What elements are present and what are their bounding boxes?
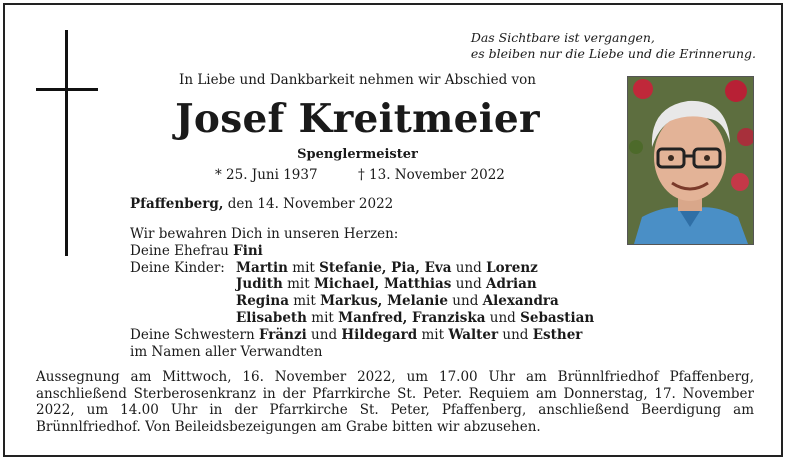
notice-date: den 14. November 2022: [223, 196, 394, 212]
sisters-text: und: [498, 326, 533, 343]
relative-name: Manfred, Franziska: [338, 309, 486, 326]
relative-name: Michael, Matthias: [313, 276, 452, 293]
sisters-text: Deine Schwestern: [130, 326, 259, 343]
relative-name: Adrian: [486, 276, 537, 293]
death-date: † 13. November 2022: [358, 167, 505, 183]
relative-name: Sebastian: [520, 309, 595, 326]
sisters-line: [130, 327, 594, 344]
wife-name: Fini: [233, 242, 263, 259]
child-name: Martin: [236, 259, 288, 276]
conjunction: mit: [306, 309, 339, 326]
occupation: Spenglermeister: [297, 147, 418, 162]
motto-line-1: Das Sichtbare ist vergangen,: [470, 30, 655, 45]
family-list: [130, 226, 594, 360]
children-label: Deine Kinder:: [130, 259, 225, 276]
cross-vertical-bar: [65, 30, 68, 256]
conjunction: und: [451, 259, 487, 276]
conjunction: mit: [288, 293, 321, 310]
relative-name: Esther: [532, 326, 583, 343]
portrait-illustration: [628, 77, 753, 244]
relative-name: Walter: [448, 326, 499, 343]
relatives-line: im Namen aller Verwandten: [130, 343, 323, 360]
conjunction: und: [485, 309, 521, 326]
child-name: Judith: [236, 276, 283, 293]
relative-name: Hildegard: [341, 326, 418, 343]
motto-quote: [471, 30, 756, 62]
funeral-details: Aussegnung am Mittwoch, 16. November 2022, um 17.00 Uhr am Brünnlfriedhof Pfaffenberg, anschließend Sterberosenkranz in der Pfarrkirche St. Peter. Requiem am Donnerstag, 17. November 2022, um 14.00 Uhr in der Pfarrkirche St. Peter, Pfaffenberg, anschließend Beerdigung am Brünnlfriedhof. Von Beileidsbezeigungen am Grabe bitten wir abzusehen.: [36, 369, 754, 435]
wife-line: [130, 243, 594, 260]
child-line: [130, 276, 594, 293]
children-list: [130, 260, 594, 327]
child-line: [130, 310, 594, 327]
deceased-name: Josef Kreitmeier: [175, 96, 540, 142]
child-name: Elisabeth: [236, 309, 307, 326]
place-and-date: [130, 196, 393, 212]
family-heading: Wir bewahren Dich in unseren Herzen:: [130, 226, 399, 242]
child-name: Regina: [236, 293, 289, 310]
child-line: [130, 293, 594, 310]
relative-name: Stefanie, Pia, Eva: [319, 259, 452, 276]
relative-name: Alexandra: [482, 293, 559, 310]
relative-name: Markus, Melanie: [320, 293, 449, 310]
conjunction: und: [448, 293, 483, 310]
relative-name: Fränzi: [258, 326, 307, 343]
conjunction: und: [451, 276, 487, 293]
birth-date: * 25. Juni 1937: [215, 167, 318, 183]
relative-name: Lorenz: [486, 259, 538, 276]
child-line: [130, 260, 594, 277]
sisters-text: mit: [417, 326, 449, 343]
motto-line-2: es bleiben nur die Liebe und die Erinnerung.: [470, 46, 756, 61]
wife-prefix: Deine Ehefrau: [130, 242, 234, 259]
portrait-photo: [627, 76, 754, 245]
place-name: Pfaffenberg,: [130, 196, 224, 212]
conjunction: mit: [287, 259, 320, 276]
conjunction: mit: [282, 276, 314, 293]
cross-horizontal-bar: [36, 88, 98, 91]
intro-text: In Liebe und Dankbarkeit nehmen wir Abschied von: [179, 72, 536, 88]
sisters-text: und: [306, 326, 342, 343]
